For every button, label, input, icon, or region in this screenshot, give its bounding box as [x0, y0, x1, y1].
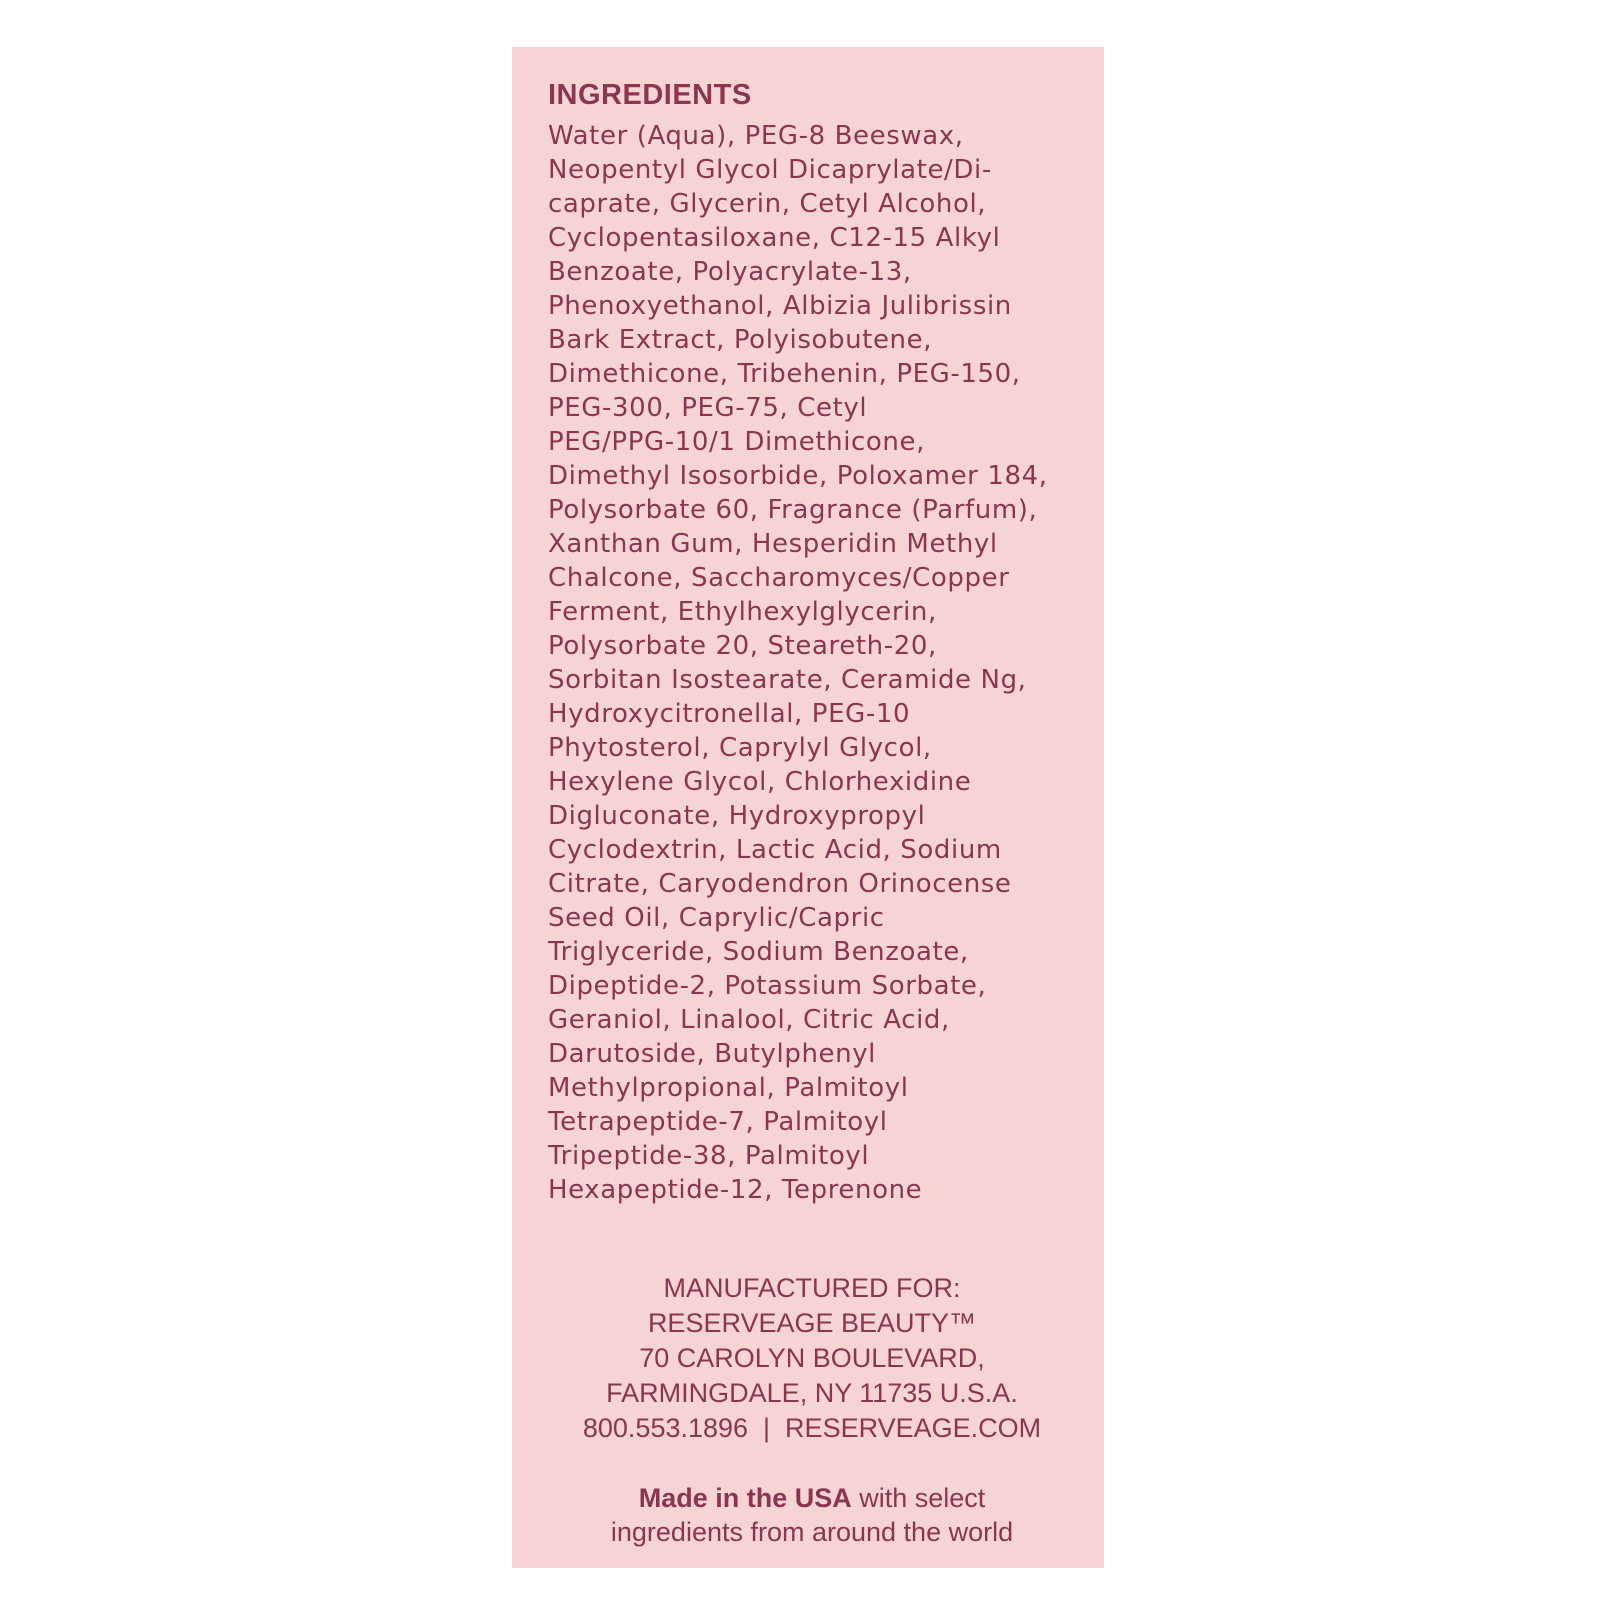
ingredient-line: Xanthan Gum, Hesperidin Methyl — [548, 529, 998, 559]
origin-bold-text: Made in the USA — [638, 1483, 852, 1513]
ingredient-line: Tripeptide-38, Palmitoyl — [548, 1141, 870, 1171]
ingredient-line: Dimethyl Isosorbide, Poloxamer 184, — [548, 461, 1048, 491]
ingredient-line: Hexapeptide-12, Teprenone — [548, 1175, 923, 1205]
ingredient-line: Benzoate, Polyacrylate-13, — [548, 257, 912, 287]
ingredient-line: Methylpropional, Palmitoyl — [548, 1073, 909, 1103]
ingredient-line: PEG-300, PEG-75, Cetyl — [548, 393, 868, 423]
ingredient-line: Ferment, Ethylhexylglycerin, — [548, 597, 937, 627]
ingredient-line: Darutoside, Butylphenyl — [548, 1039, 877, 1069]
ingredient-line: Tetrapeptide-7, Palmitoyl — [548, 1107, 888, 1137]
manufacturer-block — [512, 1271, 1112, 1446]
ingredient-line: Hydroxycitronellal, PEG-10 — [548, 699, 911, 729]
ingredients-list — [548, 119, 1108, 1207]
origin-statement — [512, 1481, 1112, 1549]
ingredient-line: Hexylene Glycol, Chlorhexidine — [548, 767, 972, 797]
ingredient-line: caprate, Glycerin, Cetyl Alcohol, — [548, 189, 987, 219]
ingredient-line: Neopentyl Glycol Dicaprylate/Di- — [548, 155, 992, 185]
ingredient-line: Triglyceride, Sodium Benzoate, — [548, 937, 969, 967]
ingredient-line: Cyclopentasiloxane, C12-15 Alkyl — [548, 223, 1001, 253]
ingredient-line: Phytosterol, Caprylyl Glycol, — [548, 733, 932, 763]
manufacturer-line: RESERVEAGE BEAUTY™ — [647, 1308, 977, 1338]
ingredient-line: Sorbitan Isostearate, Ceramide Ng, — [548, 665, 1027, 695]
ingredient-line: Chalcone, Saccharomyces/Copper — [548, 563, 1010, 593]
manufacturer-line: 70 CAROLYN BOULEVARD, — [639, 1343, 985, 1373]
ingredient-line: Phenoxyethanol, Albizia Julibrissin — [548, 291, 1012, 321]
ingredient-line: Seed Oil, Caprylic/Capric — [548, 903, 885, 933]
ingredient-line: Digluconate, Hydroxypropyl — [548, 801, 926, 831]
ingredient-line: Dipeptide-2, Potassium Sorbate, — [548, 971, 987, 1001]
ingredient-line: Citrate, Caryodendron Orinocense — [548, 869, 1012, 899]
manufacturer-line: FARMINGDALE, NY 11735 U.S.A. — [606, 1378, 1018, 1408]
ingredient-line: Bark Extract, Polyisobutene, — [548, 325, 933, 355]
manufacturer-line: MANUFACTURED FOR: — [663, 1273, 961, 1303]
origin-line-2: ingredients from around the world — [610, 1517, 1014, 1547]
ingredient-line: PEG/PPG-10/1 Dimethicone, — [548, 427, 925, 457]
ingredient-line: Water (Aqua), PEG-8 Beeswax, — [548, 121, 964, 151]
ingredients-heading: INGREDIENTS — [548, 79, 752, 111]
ingredient-line: Dimethicone, Tribehenin, PEG-150, — [548, 359, 1021, 389]
origin-rest-text: with select — [851, 1483, 986, 1513]
manufacturer-contact: 800.553.1896 | RESERVEAGE.COM — [582, 1413, 1042, 1443]
ingredient-line: Geraniol, Linalool, Citric Acid, — [548, 1005, 950, 1035]
ingredient-line: Polysorbate 20, Steareth-20, — [548, 631, 937, 661]
ingredient-line: Cyclodextrin, Lactic Acid, Sodium — [548, 835, 1002, 865]
ingredient-line: Polysorbate 60, Fragrance (Parfum), — [548, 495, 1038, 525]
origin-line-1 — [512, 1481, 1112, 1515]
ingredients-label-panel — [512, 47, 1104, 1568]
